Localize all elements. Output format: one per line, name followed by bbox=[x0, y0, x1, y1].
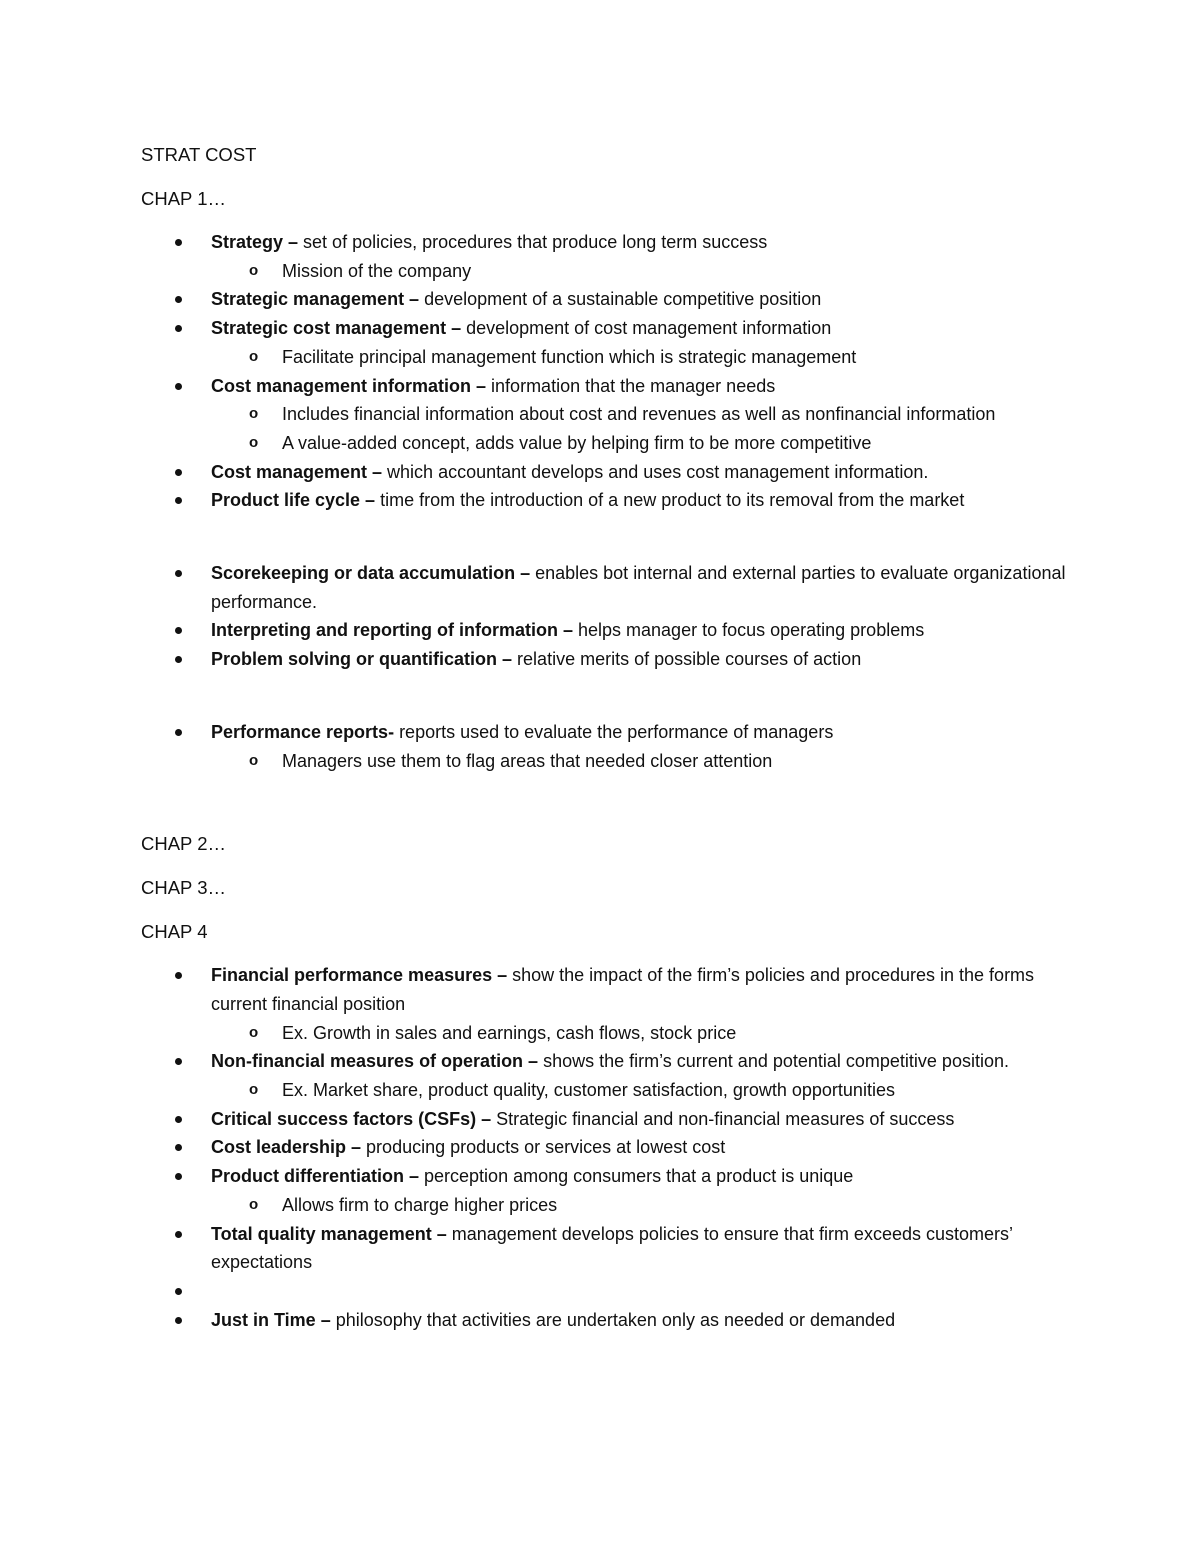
sub-list bbox=[211, 1191, 1071, 1220]
list-item bbox=[141, 486, 1071, 515]
chap1-list-1 bbox=[141, 228, 1071, 515]
term-definition: perception among consumers that a product is unique bbox=[419, 1166, 854, 1187]
chap1-list-3 bbox=[141, 718, 1071, 775]
term-label: Strategy – bbox=[211, 232, 299, 252]
sub-bullet-icon: o bbox=[249, 1195, 259, 1213]
term-label: Financial performance measures – bbox=[211, 965, 508, 986]
term-label: Scorekeeping or data accumulation – bbox=[211, 563, 531, 584]
chapter-4-heading: CHAP 4 bbox=[141, 921, 208, 943]
list-item bbox=[141, 559, 1071, 616]
chapter-2-heading: CHAP 2… bbox=[141, 833, 226, 855]
sub-item-text: Facilitate principal management function which is strategic management bbox=[282, 346, 857, 367]
sub-bullet-icon: o bbox=[249, 405, 259, 423]
sub-list bbox=[211, 400, 1071, 457]
term-definition: management develops policies to ensure that firm exceeds customers’ expectations bbox=[211, 1223, 1013, 1273]
sub-list bbox=[211, 747, 1071, 776]
bullet-icon bbox=[175, 656, 182, 663]
term-definition: set of policies, procedures that produce long term success bbox=[298, 232, 768, 252]
chap1-list-2 bbox=[141, 559, 1071, 674]
bullet-icon bbox=[175, 1058, 182, 1065]
term-label: Just in Time – bbox=[211, 1309, 331, 1330]
bullet-icon bbox=[175, 1144, 182, 1151]
term-definition: helps manager to focus operating problems bbox=[573, 620, 925, 641]
sub-bullet-icon: o bbox=[249, 1081, 259, 1099]
bullet-icon bbox=[175, 627, 182, 634]
list-item bbox=[141, 1047, 1071, 1104]
bullet-icon bbox=[175, 972, 182, 979]
term-label: Interpreting and reporting of information – bbox=[211, 620, 573, 641]
term-definition: development of cost management information bbox=[461, 318, 832, 339]
sub-list bbox=[211, 1019, 1071, 1048]
sub-list-item bbox=[210, 1191, 1071, 1220]
bullet-icon bbox=[175, 729, 182, 736]
document-body bbox=[141, 140, 1071, 1350]
bullet-icon bbox=[175, 570, 182, 577]
sub-bullet-icon: o bbox=[249, 751, 259, 769]
bullet-icon bbox=[175, 239, 182, 246]
bullet-icon bbox=[175, 296, 182, 303]
sub-item-text: A value-added concept, adds value by helping firm to be more competitive bbox=[282, 432, 872, 453]
term-definition: time from the introduction of a new product to its removal from the market bbox=[375, 490, 965, 511]
list-item bbox=[141, 1220, 1071, 1277]
term-definition: philosophy that activities are undertaken only as needed or demanded bbox=[330, 1309, 896, 1330]
bullet-icon bbox=[175, 325, 182, 332]
term-label: Cost management information – bbox=[211, 375, 487, 396]
sub-list-item bbox=[210, 1019, 1071, 1048]
chapter-3-heading: CHAP 3… bbox=[141, 877, 226, 899]
sub-list-item bbox=[210, 747, 1071, 776]
bullet-icon bbox=[175, 1231, 182, 1238]
term-label: Critical success factors (CSFs) – bbox=[211, 1108, 492, 1129]
list-item bbox=[141, 1105, 1071, 1134]
term-label: Strategic management – bbox=[211, 289, 420, 310]
term-definition: which accountant develops and uses cost management information. bbox=[382, 461, 929, 482]
term-label: Strategic cost management – bbox=[211, 318, 462, 339]
sub-list-item bbox=[210, 400, 1071, 429]
sub-list bbox=[211, 1076, 1071, 1105]
list-item bbox=[141, 285, 1071, 314]
sub-bullet-icon: o bbox=[249, 1023, 259, 1041]
chapter-1-heading: CHAP 1… bbox=[141, 188, 226, 209]
bullet-icon bbox=[175, 1116, 182, 1123]
sub-list bbox=[211, 343, 1071, 372]
term-definition: relative merits of possible courses of action bbox=[512, 649, 862, 670]
list-item bbox=[141, 458, 1071, 487]
list-item bbox=[141, 645, 1071, 674]
term-label: Total quality management – bbox=[211, 1223, 447, 1244]
sub-list bbox=[211, 257, 1071, 286]
sub-list-item bbox=[210, 343, 1071, 372]
bullet-icon bbox=[175, 383, 182, 390]
list-item bbox=[141, 1162, 1071, 1219]
term-definition: Strategic financial and non-financial measures of success bbox=[491, 1108, 955, 1129]
list-item bbox=[141, 961, 1071, 1047]
term-label: Performance reports- bbox=[211, 721, 395, 742]
list-item bbox=[141, 1133, 1071, 1162]
sub-item-text: Managers use them to flag areas that needed closer attention bbox=[282, 750, 773, 771]
term-label: Problem solving or quantification – bbox=[211, 649, 513, 670]
sub-list-item bbox=[210, 1076, 1071, 1105]
sub-list-item bbox=[210, 257, 1071, 286]
bullet-icon bbox=[175, 1173, 182, 1180]
list-item bbox=[141, 314, 1071, 371]
sub-item-text: Ex. Growth in sales and earnings, cash flows, stock price bbox=[282, 1022, 737, 1043]
term-label: Non-financial measures of operation – bbox=[211, 1051, 539, 1072]
list-item bbox=[141, 718, 1071, 775]
sub-item-text: Includes financial information about cost and revenues as well as nonfinancial information bbox=[282, 404, 996, 425]
bullet-icon bbox=[175, 469, 182, 476]
sub-bullet-icon: o bbox=[249, 347, 259, 365]
term-label: Cost management – bbox=[211, 461, 383, 482]
term-definition: development of a sustainable competitive position bbox=[419, 289, 822, 310]
document-title: STRAT COST bbox=[141, 144, 257, 165]
term-definition: information that the manager needs bbox=[486, 375, 776, 396]
sub-item-text: Allows firm to charge higher prices bbox=[282, 1194, 558, 1215]
sub-bullet-icon: o bbox=[249, 261, 259, 279]
term-definition: shows the firm’s current and potential competitive position. bbox=[538, 1051, 1009, 1072]
term-definition: show the impact of the firm’s policies and procedures in the forms current financial position bbox=[211, 965, 1035, 1014]
list-item bbox=[141, 372, 1071, 458]
term-definition: enables bot internal and external parties to evaluate organizational performance. bbox=[211, 563, 1066, 612]
list-item bbox=[141, 228, 1071, 285]
term-label: Product differentiation – bbox=[211, 1166, 420, 1187]
term-label: Cost leadership – bbox=[211, 1137, 362, 1158]
term-definition: producing products or services at lowest cost bbox=[361, 1137, 726, 1158]
bullet-icon bbox=[175, 497, 182, 504]
sub-item-text: Mission of the company bbox=[282, 260, 472, 281]
sub-bullet-icon: o bbox=[249, 433, 259, 451]
bullet-icon bbox=[175, 1317, 182, 1324]
term-label: Product life cycle – bbox=[211, 490, 376, 511]
sub-list-item bbox=[210, 429, 1071, 458]
list-item bbox=[141, 1306, 1071, 1335]
chap4-list bbox=[141, 961, 1071, 1334]
term-definition: reports used to evaluate the performance of managers bbox=[394, 721, 834, 742]
sub-item-text: Ex. Market share, product quality, customer satisfaction, growth opportunities bbox=[282, 1080, 895, 1101]
bullet-icon bbox=[175, 1288, 182, 1295]
list-item bbox=[141, 1277, 1071, 1306]
list-item bbox=[141, 616, 1071, 645]
